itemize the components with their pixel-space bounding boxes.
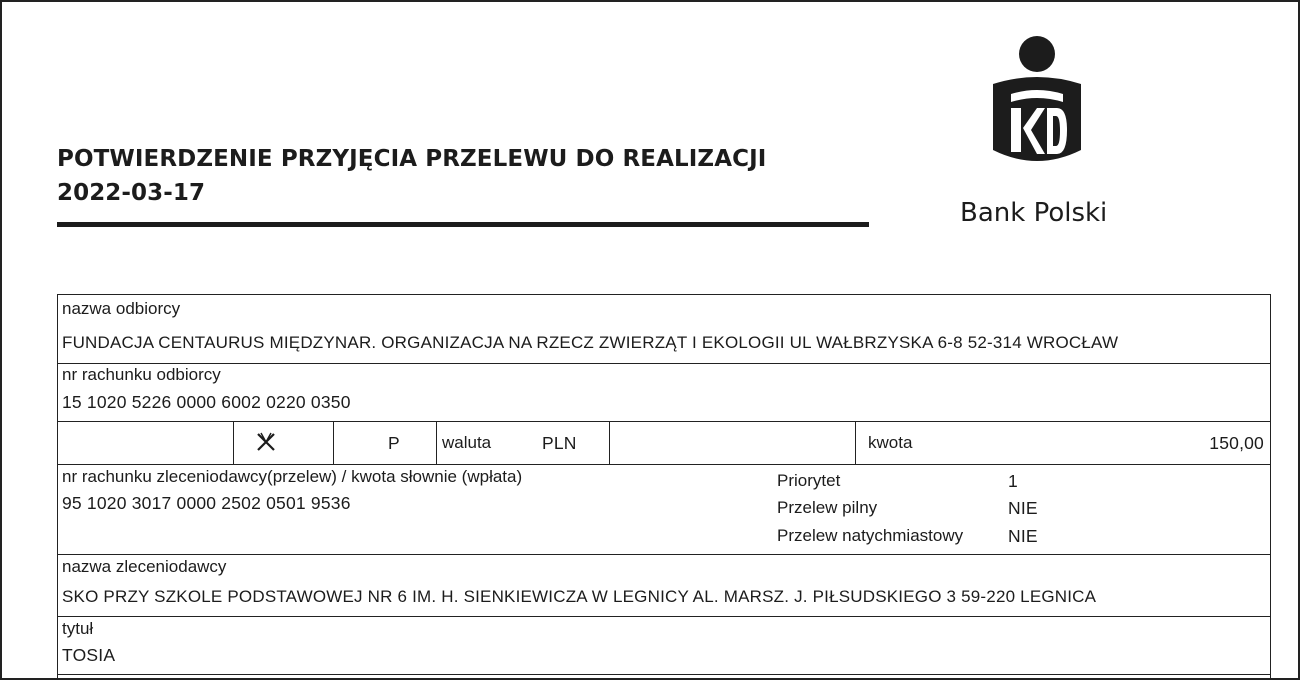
cell-separator <box>436 422 437 465</box>
sender-name-section <box>58 555 1270 617</box>
recipient-name-value: FUNDACJA CENTAURUS MIĘDZYNAR. ORGANIZACJA NA RZECZ ZWIERZĄT I EKOLOGII UL WAŁBRZYSKA 6-8 52-314 WROCŁAW <box>62 333 1119 352</box>
sender-name-value: SKO PRZY SZKOLE PODSTAWOWEJ NR 6 IM. H. SIENKIEWICZA W LEGNICY AL. MARSZ. J. PIŁSUDSKIEGO 3 59-220 LEGNICA <box>62 587 1097 606</box>
recipient-account-value: 15 1020 5226 0000 6002 0220 0350 <box>62 392 351 412</box>
bank-name: Bank Polski <box>960 198 1108 228</box>
recipient-name-label: nazwa odbiorcy <box>62 299 181 318</box>
document-date: 2022-03-17 <box>57 180 206 206</box>
title-underline <box>57 222 869 227</box>
sender-account-label: nr rachunku zleceniodawcy(przelew) / kwota słownie (wpłata) <box>62 467 523 486</box>
sender-account-section <box>58 465 1270 555</box>
recipient-name-section <box>58 295 1270 365</box>
sender-account-value: 95 1020 3017 0000 2502 0501 9536 <box>62 493 351 513</box>
amount-value: 150,00 <box>1209 433 1264 453</box>
cell-separator <box>333 422 334 465</box>
transfer-type-row <box>58 422 1270 465</box>
instant-transfer-value: NIE <box>1008 526 1038 546</box>
document-title: POTWIERDZENIE PRZYJĘCIA PRZELEWU DO REALIZACJI <box>57 146 767 172</box>
sender-name-label: nazwa zleceniodawcy <box>62 557 227 576</box>
recipient-account-label: nr rachunku odbiorcy <box>62 365 221 384</box>
priority-label: Priorytet <box>777 471 841 490</box>
instant-transfer-label: Przelew natychmiastowy <box>777 526 964 545</box>
pko-logo-icon <box>987 32 1087 182</box>
urgent-transfer-label: Przelew pilny <box>777 498 878 517</box>
currency-value: PLN <box>542 433 577 453</box>
cell-separator <box>855 422 856 465</box>
transfer-form <box>57 294 1271 680</box>
amount-label: kwota <box>868 433 913 452</box>
currency-label: waluta <box>442 433 492 452</box>
divider <box>58 674 1270 675</box>
cross-mark-icon <box>255 431 277 453</box>
transfer-title-value: TOSIA <box>62 645 116 665</box>
transfer-type-p: P <box>388 433 400 453</box>
cell-separator <box>233 422 234 465</box>
urgent-transfer-value: NIE <box>1008 498 1038 518</box>
transfer-title-section <box>58 617 1270 675</box>
cell-separator <box>609 422 610 465</box>
transfer-title-label: tytuł <box>62 619 94 638</box>
priority-value: 1 <box>1008 471 1018 491</box>
page-title <box>57 142 766 210</box>
recipient-account-section <box>58 364 1270 422</box>
